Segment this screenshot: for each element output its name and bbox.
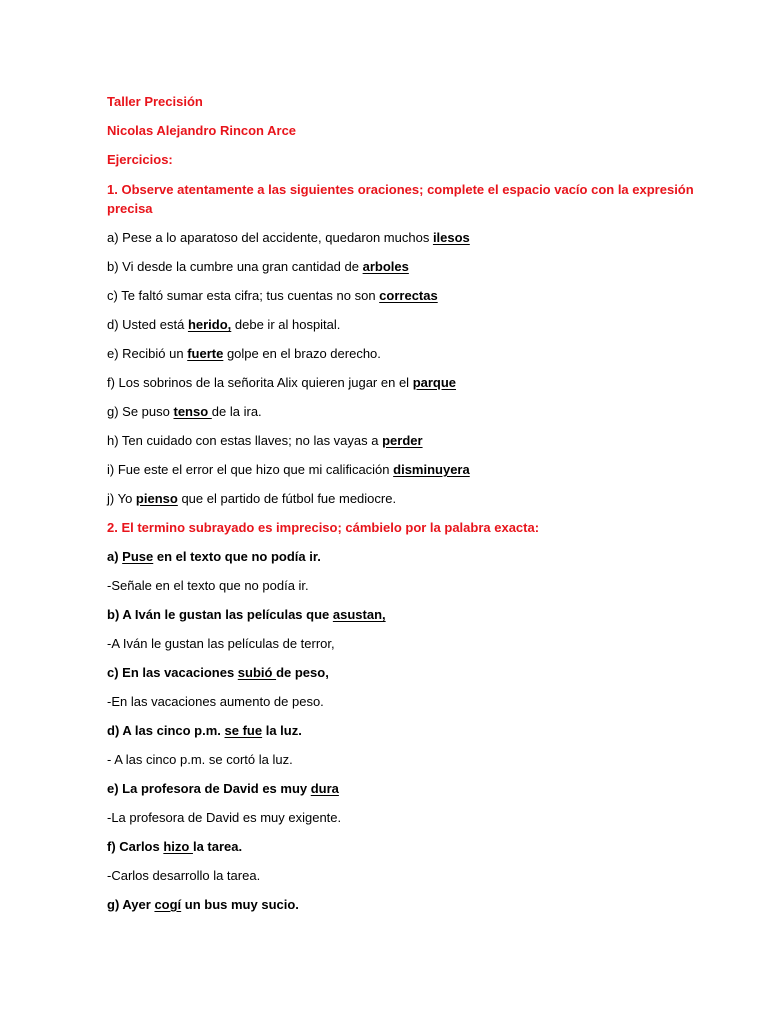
document-title: Taller Precisión (107, 94, 203, 109)
exercise-1-item (107, 490, 708, 508)
item-answer: arboles (362, 259, 409, 274)
exercise-2-answer: - A las cinco p.m. se cortó la luz. (107, 752, 293, 767)
item-text: c) Te faltó sumar esta cifra; tus cuentas no son (107, 288, 380, 303)
question-text: b) A Iván le gustan las películas que (107, 607, 333, 622)
item-answer: herido, (187, 317, 232, 332)
question-text-end: un bus muy sucio. (181, 897, 299, 912)
exercise-1-item (107, 316, 708, 334)
item-answer: tenso (173, 404, 212, 419)
question-text-end: la luz. (262, 723, 302, 738)
question-underlined-term: se fue (224, 723, 263, 738)
item-answer: parque (412, 375, 457, 390)
exercise-1-item (107, 345, 708, 363)
item-text: f) Los sobrinos de la señorita Alix quieren jugar en el (107, 375, 413, 390)
item-text-end: golpe en el brazo derecho. (223, 346, 381, 361)
exercise-2-answer: -La profesora de David es muy exigente. (107, 810, 342, 825)
exercise-2-question (107, 838, 708, 856)
exercise-1-heading: 1. Observe atentamente a las siguientes oraciones; complete el espacio vacío con la expresión precisa (107, 182, 698, 216)
question-underlined-term: subió (237, 665, 277, 680)
question-text: c) En las vacaciones (107, 665, 238, 680)
item-text-end: debe ir al hospital. (231, 317, 341, 332)
exercise-1-item (107, 287, 708, 305)
question-underlined-term: asustan, (332, 607, 386, 622)
exercise-1-list (107, 229, 708, 508)
exercise-1-item (107, 258, 708, 276)
exercise-2-answer: -Carlos desarrollo la tarea. (107, 868, 261, 883)
section-heading: Ejercicios: (107, 152, 173, 167)
item-text: b) Vi desde la cumbre una gran cantidad de (107, 259, 363, 274)
item-text: g) Se puso (107, 404, 174, 419)
exercise-1-item (107, 403, 708, 421)
question-text-end: la tarea. (192, 839, 243, 854)
item-text-end: de la ira. (211, 404, 262, 419)
item-text: a) Pese a lo aparatoso del accidente, quedaron muchos (107, 230, 433, 245)
exercise-2-answer: -Señale en el texto que no podía ir. (107, 578, 309, 593)
item-text: j) Yo (107, 491, 136, 506)
question-text: a) (107, 549, 123, 564)
exercise-2-answer: -A Iván le gustan las películas de terror, (107, 636, 335, 651)
exercise-1-item (107, 432, 708, 450)
exercise-2-question (107, 896, 708, 914)
exercise-2-question (107, 664, 708, 682)
item-answer: perder (382, 433, 423, 448)
question-underlined-term: Puse (122, 549, 154, 564)
exercise-2-heading: 2. El termino subrayado es impreciso; cámbielo por la palabra exacta: (107, 520, 540, 535)
item-answer: correctas (379, 288, 438, 303)
item-answer: fuerte (187, 346, 224, 361)
question-text: e) La profesora de David es muy (107, 781, 311, 796)
question-text: g) Ayer (107, 897, 155, 912)
exercise-2-answer: -En las vacaciones aumento de peso. (107, 694, 324, 709)
author-name: Nicolas Alejandro Rincon Arce (107, 123, 297, 138)
item-text: i) Fue este el error el que hizo que mi calificación (107, 462, 394, 477)
exercise-1-item (107, 229, 708, 247)
question-text-end: en el texto que no podía ir. (153, 549, 321, 564)
exercise-2-question (107, 722, 708, 740)
exercise-2-question (107, 606, 708, 624)
question-text: f) Carlos (107, 839, 164, 854)
question-text-end: de peso, (276, 665, 329, 680)
exercise-2-question (107, 780, 708, 798)
item-answer: ilesos (432, 230, 470, 245)
exercise-1-item (107, 374, 708, 392)
item-text: e) Recibió un (107, 346, 188, 361)
item-text: h) Ten cuidado con estas llaves; no las vayas a (107, 433, 383, 448)
item-answer: pienso (135, 491, 178, 506)
question-underlined-term: dura (310, 781, 339, 796)
item-text-end: que el partido de fútbol fue mediocre. (177, 491, 397, 506)
item-answer: disminuyera (393, 462, 470, 477)
question-underlined-term: cogí (154, 897, 182, 912)
exercise-2-question (107, 548, 708, 566)
question-underlined-term: hizo (163, 839, 193, 854)
exercise-1-item (107, 461, 708, 479)
item-text: d) Usted está (107, 317, 188, 332)
exercise-2-list (107, 548, 708, 914)
question-text: d) A las cinco p.m. (107, 723, 225, 738)
